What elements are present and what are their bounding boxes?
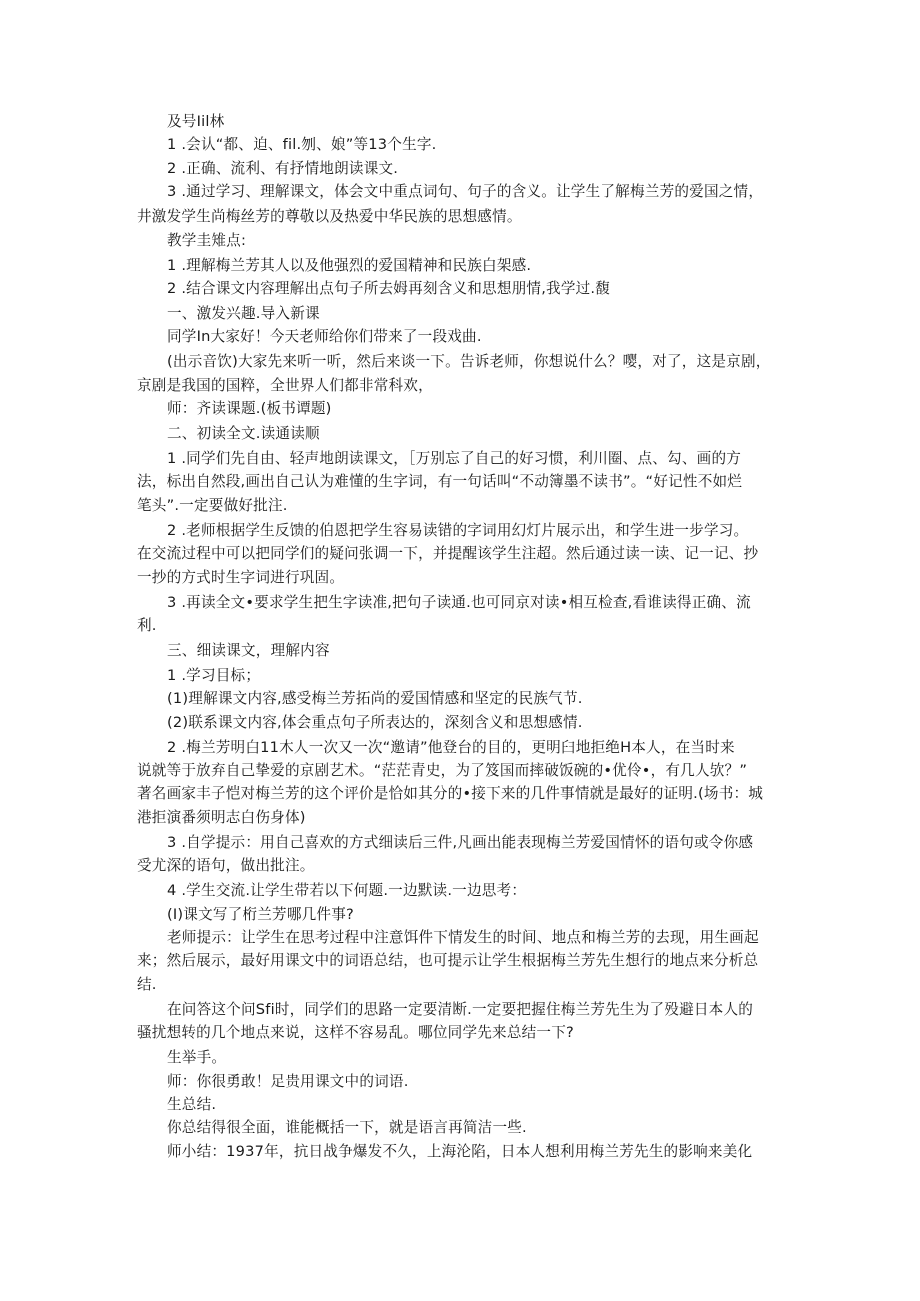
text-line: (2)联系课文内容,体会重点句子所表达的，深刻含义和思想感情. (167, 713, 583, 731)
text-line: 3 .再读全文•要求学生把生字读准,把句子读通.也可同京对读•相互检查,看谁读得正确、流 (167, 593, 751, 611)
text-line: 2 .梅兰芳明白11木人一次又一次“邀请”他登台的目的，更明臼地拒绝H本人，在当时来 (167, 738, 735, 756)
text-line: 你总结得很全面，谁能概括一下，就是语言再简洁一些. (167, 1119, 527, 1137)
text-line: 2 .老师根据学生反馈的伯恩把学生容易读错的字词用幻灯片展示出，和学生进一步学习。 (167, 521, 749, 539)
text-line: 港拒演番须明志白伤身体) (137, 808, 306, 826)
text-line: (I)课文写了桁兰芳哪几件事? (167, 905, 354, 923)
text-line: 说就等于放弃自己挚爱的京剧艺术。“茫茫青史，为了笈国而摔破饭碗的•优伶•，有几人欤？” (137, 762, 748, 780)
text-line: 井激发学生尚梅丝芳的尊敬以及热爱中华民族的思想感情。 (137, 208, 522, 226)
text-line: 1 .学习目标； (167, 666, 261, 684)
text-line: 1 .理解梅兰芳其人以及他强烈的爱国精神和民族白架感. (167, 256, 532, 274)
text-line: 生总结. (167, 1095, 217, 1113)
text-line: 老师提示：让学生在思考过程中注意饵件下情发生的时间、地点和梅兰芳的去现，用生画起 (167, 929, 759, 946)
text-line: 二、初读全文.读通读顺 (167, 425, 320, 443)
text-line: 师小结：1937年，抗日战争爆发不久，上海沦陷，日本人想利用梅兰芳先生的影响来美化 (167, 1142, 753, 1160)
text-line: 在问答这个问Sfi时，同学们的思路一定要清断.一定要把握住梅兰芳先生为了殁避日本人的 (167, 1000, 754, 1018)
text-line: (1)理解课文内容,感受梅兰芳拓尚的爱国情感和坚定的民族气节. (167, 690, 583, 708)
text-line: 笔头”.一定要做好批注. (137, 496, 288, 514)
text-line: 生举手。 (167, 1049, 227, 1067)
text-line: 京剧是我国的国粹，全世界人们都非常科欢， (137, 376, 433, 394)
text-line: 2 .正确、流利、有抒情地朗读课文. (167, 159, 399, 177)
text-line: 结. (137, 975, 157, 993)
text-line: 骚扰想转的几个地点来说，这样不容易乱。哪位同学先来总结一下? (137, 1024, 574, 1042)
text-line: 3 .自学提示：用自己喜欢的方式细读后三件,凡画出能表现梅兰芳爱国情怀的语句或令你感 (167, 833, 754, 851)
text-line: 受尤深的语句，做出批注。 (137, 857, 315, 875)
text-line: 3 .通过学习、理解课文，体会文中重点词句、句子的含义。让学生了解梅兰芳的爱国之情， (167, 183, 764, 201)
text-line: 4 .学生交流.让学生带若以下何题.一边默读.一边思考： (167, 882, 527, 900)
text-line: 三、细读课文，理解内容 (167, 641, 330, 659)
text-line: 同学In大家好！今天老师给你们带来了一段戏曲. (167, 328, 482, 346)
text-line: 在交流过程中可以把同学们的疑问张调一下，并提醒该学生注超。然后通过读一读、记一记、抄 (137, 545, 759, 563)
text-line: 法，标出自然段,画出自己认为难懂的生字词，有一句话叫“不动簿墨不读书”。“好记性不如烂 (137, 473, 743, 491)
text-line: 师：你很勇敢！足贵用课文中的词语. (167, 1072, 409, 1090)
text-line: 利. (137, 616, 157, 634)
text-line: 1 .会认“都、迫、fil.刎、娘”等13个生字. (167, 136, 437, 154)
text-line: 一、激发兴趣.导入新课 (167, 304, 320, 322)
text-line: 2 .结合课文内容理解出点句子所去姆再刻含义和思想朋情,我学过.馥 (167, 279, 611, 297)
text-line: 一抄的方式时生字词进行巩固。 (137, 568, 345, 586)
text-line: 及号Iil林 (167, 113, 225, 130)
text-line: 1 .同学们先自由、轻声地朗读课文，［万别忘了自己的好习惯，利川圈、点、勾、画的方 (167, 450, 742, 468)
text-line: 著名画家丰子恺对梅兰芳的这个评价是恰如其分的•接下来的几件事情就是最好的证明.(场书：城 (137, 785, 764, 803)
document-body (137, 110, 791, 1163)
text-line: 来；然后展示，最好用课文中的词语总结，也可提示让学生根据梅兰芳先生想行的地点来分析总 (137, 952, 759, 970)
text-line: 师：齐读课题.(板书谭题) (167, 400, 332, 418)
text-line: (出示音饮)大家先来听一听，然后来谈一下。告诉老师，你想说什么？嘤，对了，这是京剧， (167, 353, 771, 371)
text-line: 教学圭雉点: (167, 231, 247, 249)
